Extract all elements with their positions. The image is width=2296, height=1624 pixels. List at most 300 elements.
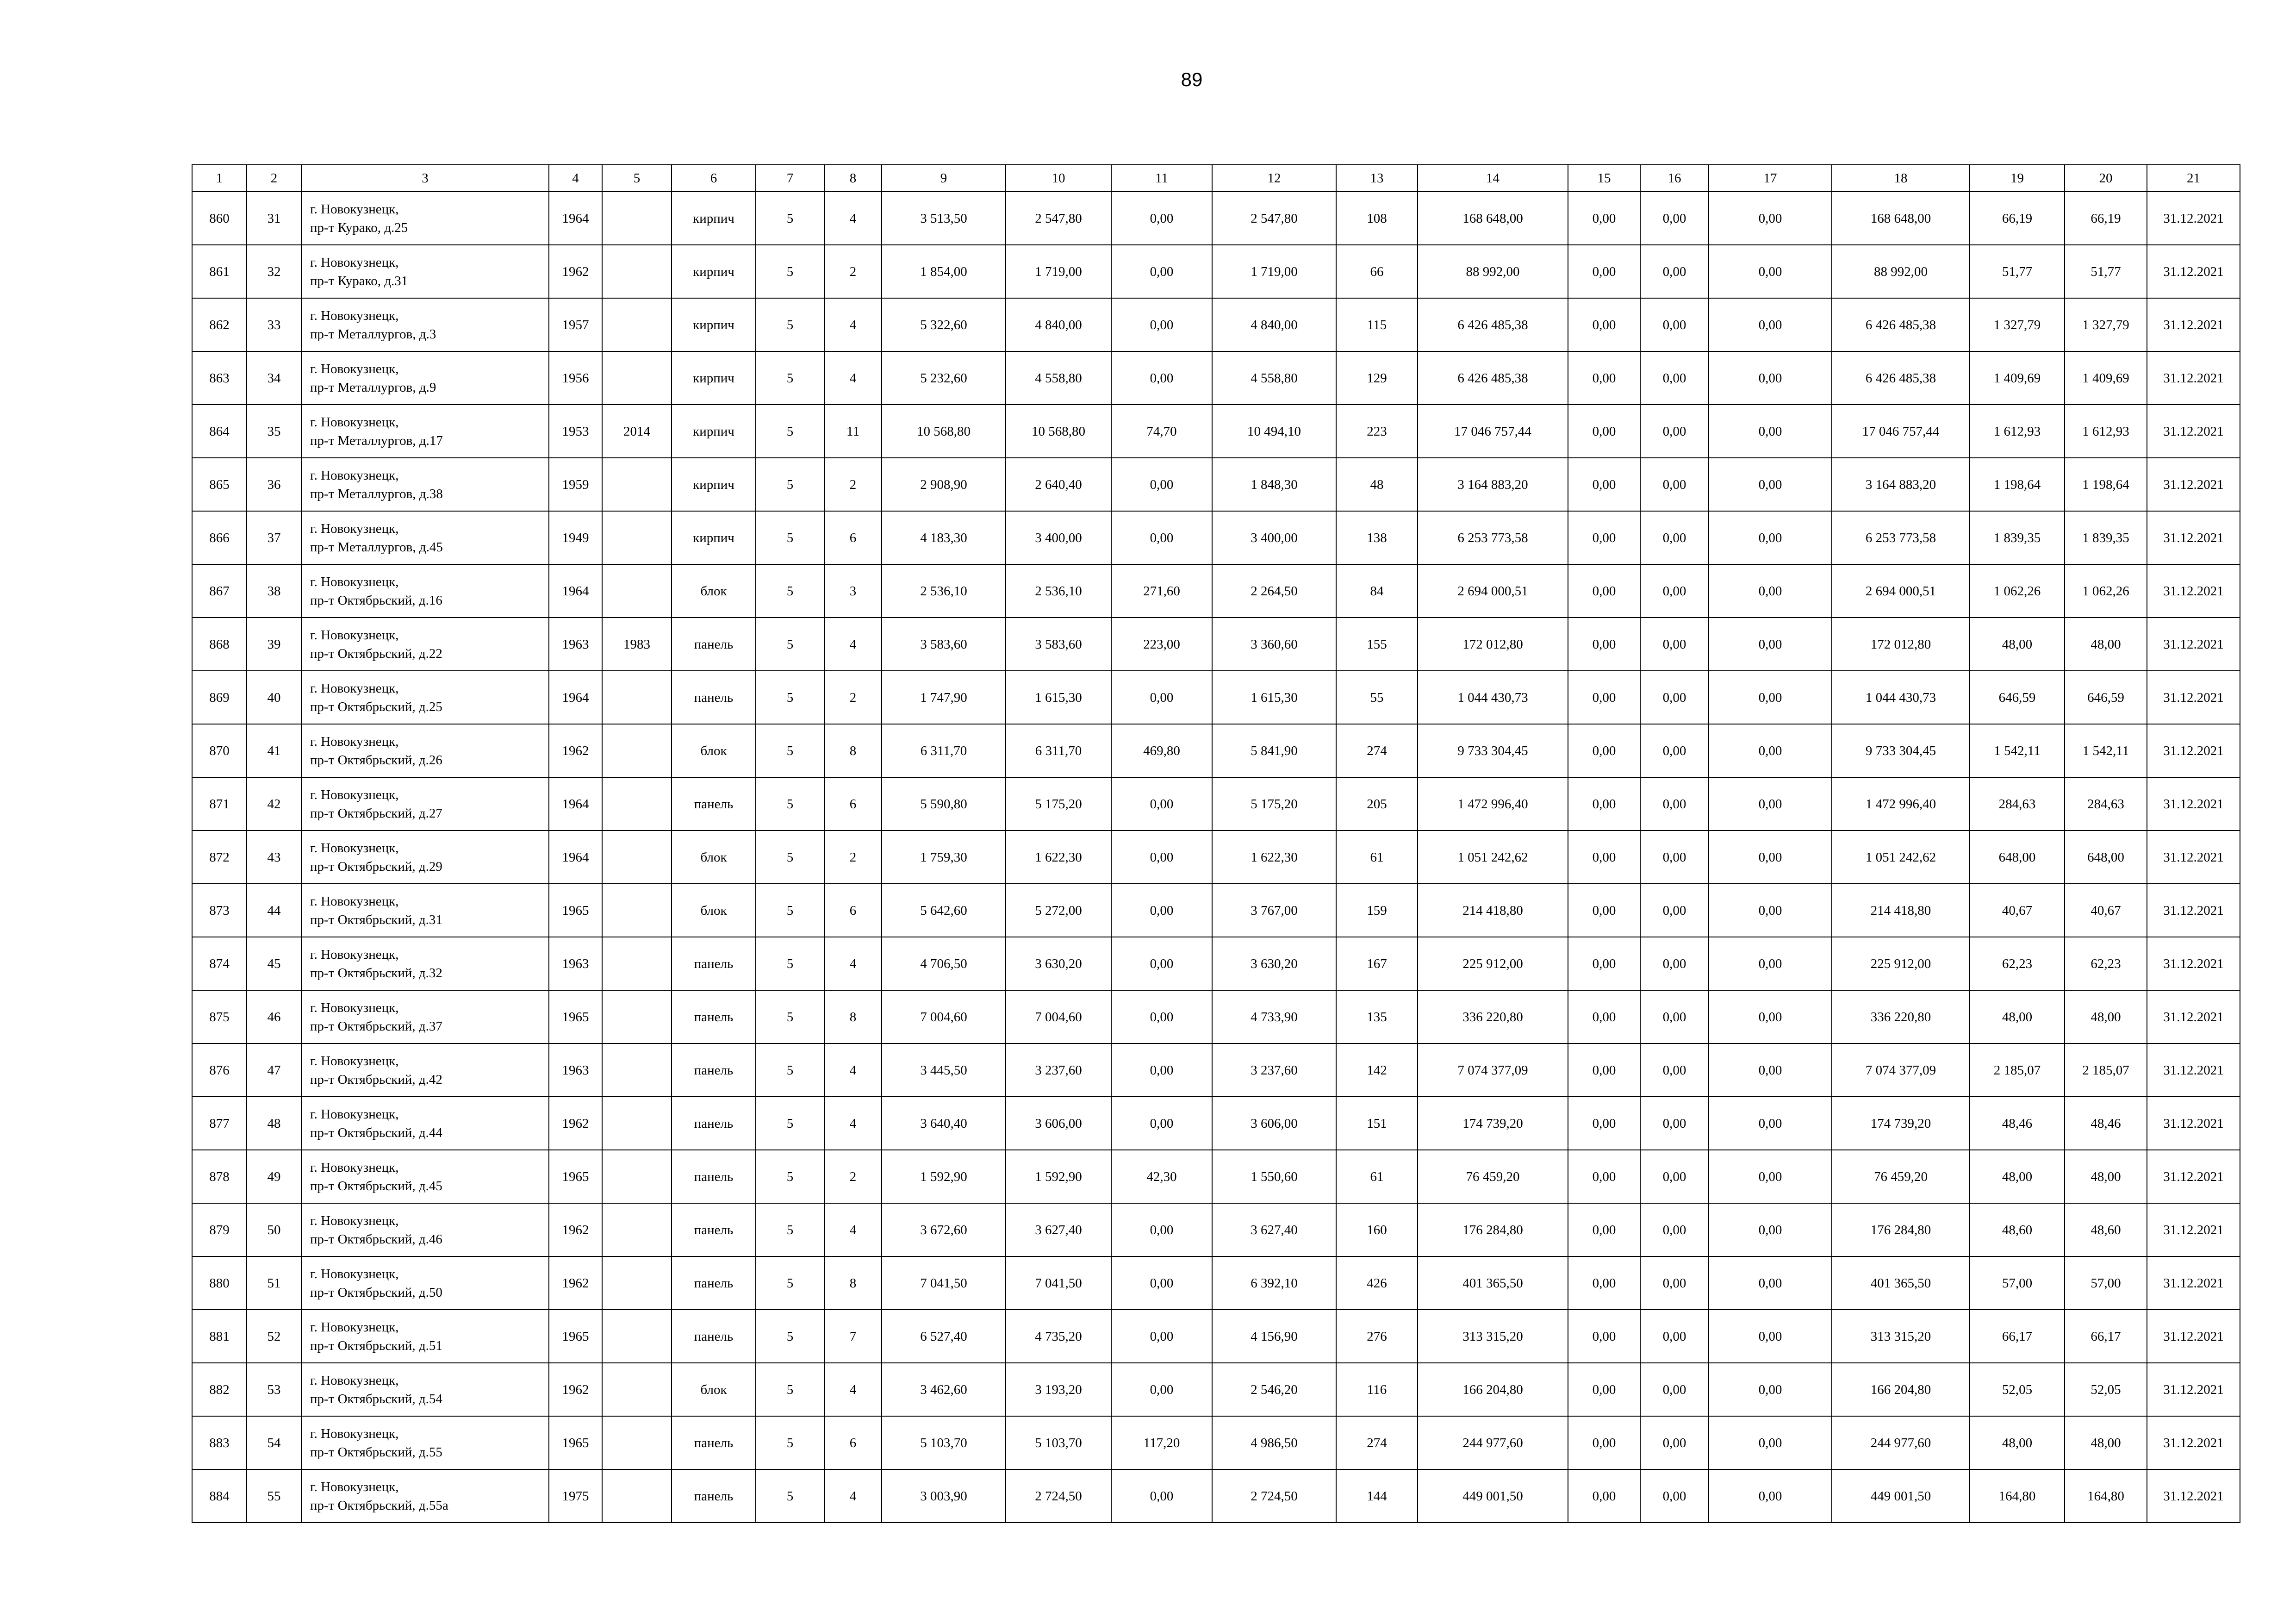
cell-col-12: 4 840,00: [1212, 298, 1336, 351]
cell-col-16: 0,00: [1640, 1150, 1709, 1203]
cell-col-10: 5 272,00: [1006, 884, 1111, 937]
cell-col-8: 4: [824, 1043, 882, 1097]
table-row: [192, 831, 2240, 884]
cell-col-12: 4 733,90: [1212, 990, 1336, 1043]
cell-col-16: 0,00: [1640, 298, 1709, 351]
cell-col-6: блок: [672, 564, 756, 618]
cell-col-20: 646,59: [2065, 671, 2147, 724]
column-header-18: 18: [1832, 165, 1970, 192]
cell-col-17: 0,00: [1709, 245, 1832, 298]
cell-col-4: 1965: [549, 1416, 602, 1469]
cell-col-4: 1962: [549, 1203, 602, 1256]
cell-col-15: 0,00: [1568, 511, 1640, 564]
cell-col-15: 0,00: [1568, 1150, 1640, 1203]
address-city: г. Новокузнецк,: [310, 734, 399, 749]
address-city: г. Новокузнецк,: [310, 255, 399, 270]
cell-col-9: 1 759,30: [882, 831, 1006, 884]
address-cell: [301, 458, 549, 511]
cell-col-1: 863: [192, 351, 247, 405]
cell-col-1: 872: [192, 831, 247, 884]
cell-col-12: 5 841,90: [1212, 724, 1336, 777]
cell-col-11: 223,00: [1111, 618, 1212, 671]
cell-col-11: 117,20: [1111, 1416, 1212, 1469]
table-row: [192, 1363, 2240, 1416]
cell-col-21: 31.12.2021: [2147, 245, 2240, 298]
cell-col-21: 31.12.2021: [2147, 724, 2240, 777]
cell-col-21: 31.12.2021: [2147, 1150, 2240, 1203]
cell-col-13: 167: [1336, 937, 1418, 990]
cell-col-20: 66,19: [2065, 192, 2147, 245]
cell-col-21: 31.12.2021: [2147, 1416, 2240, 1469]
cell-col-8: 4: [824, 1203, 882, 1256]
cell-col-1: 884: [192, 1469, 247, 1523]
cell-col-11: 0,00: [1111, 458, 1212, 511]
table-row: [192, 1203, 2240, 1256]
cell-col-6: кирпич: [672, 245, 756, 298]
cell-col-17: 0,00: [1709, 564, 1832, 618]
cell-col-13: 144: [1336, 1469, 1418, 1523]
address-street: пр-т Октябрьский, д.54: [310, 1391, 442, 1406]
address-cell: [301, 1469, 549, 1523]
column-header-15: 15: [1568, 165, 1640, 192]
cell-col-12: 1 615,30: [1212, 671, 1336, 724]
cell-col-17: 0,00: [1709, 351, 1832, 405]
cell-col-19: 52,05: [1970, 1363, 2065, 1416]
cell-col-20: 1 839,35: [2065, 511, 2147, 564]
cell-col-17: 0,00: [1709, 405, 1832, 458]
table-body: [192, 192, 2240, 1523]
cell-col-12: 3 630,20: [1212, 937, 1336, 990]
cell-col-12: 2 547,80: [1212, 192, 1336, 245]
cell-col-17: 0,00: [1709, 884, 1832, 937]
cell-col-20: 52,05: [2065, 1363, 2147, 1416]
cell-col-13: 138: [1336, 511, 1418, 564]
cell-col-1: 870: [192, 724, 247, 777]
cell-col-6: кирпич: [672, 405, 756, 458]
address-city: г. Новокузнецк,: [310, 361, 399, 376]
cell-col-13: 274: [1336, 1416, 1418, 1469]
cell-col-12: 10 494,10: [1212, 405, 1336, 458]
cell-col-14: 3 164 883,20: [1418, 458, 1568, 511]
address-city: г. Новокузнецк,: [310, 1000, 399, 1015]
cell-col-4: 1949: [549, 511, 602, 564]
cell-col-2: 41: [247, 724, 301, 777]
cell-col-6: кирпич: [672, 511, 756, 564]
cell-col-9: 4 183,30: [882, 511, 1006, 564]
cell-col-21: 31.12.2021: [2147, 990, 2240, 1043]
cell-col-4: 1964: [549, 831, 602, 884]
cell-col-21: 31.12.2021: [2147, 1097, 2240, 1150]
address-city: г. Новокузнецк,: [310, 1373, 399, 1388]
cell-col-16: 0,00: [1640, 1469, 1709, 1523]
cell-col-9: 3 513,50: [882, 192, 1006, 245]
cell-col-17: 0,00: [1709, 1097, 1832, 1150]
cell-col-2: 53: [247, 1363, 301, 1416]
cell-col-18: 88 992,00: [1832, 245, 1970, 298]
cell-col-9: 1 592,90: [882, 1150, 1006, 1203]
cell-col-6: панель: [672, 618, 756, 671]
cell-col-1: 871: [192, 777, 247, 831]
cell-col-7: 5: [756, 1310, 824, 1363]
cell-col-19: 66,19: [1970, 192, 2065, 245]
column-header-8: 8: [824, 165, 882, 192]
cell-col-21: 31.12.2021: [2147, 458, 2240, 511]
cell-col-2: 40: [247, 671, 301, 724]
cell-col-20: 1 542,11: [2065, 724, 2147, 777]
cell-col-16: 0,00: [1640, 990, 1709, 1043]
cell-col-12: 2 546,20: [1212, 1363, 1336, 1416]
cell-col-11: 0,00: [1111, 511, 1212, 564]
cell-col-16: 0,00: [1640, 458, 1709, 511]
address-city: г. Новокузнецк,: [310, 201, 399, 217]
cell-col-6: панель: [672, 1150, 756, 1203]
cell-col-14: 225 912,00: [1418, 937, 1568, 990]
column-header-14: 14: [1418, 165, 1568, 192]
cell-col-10: 2 536,10: [1006, 564, 1111, 618]
address-cell: [301, 298, 549, 351]
cell-col-12: 1 719,00: [1212, 245, 1336, 298]
table-row: [192, 937, 2240, 990]
cell-col-12: 1 622,30: [1212, 831, 1336, 884]
cell-col-21: 31.12.2021: [2147, 1310, 2240, 1363]
cell-col-2: 46: [247, 990, 301, 1043]
cell-col-19: 1 198,64: [1970, 458, 2065, 511]
address-cell: [301, 831, 549, 884]
cell-col-15: 0,00: [1568, 831, 1640, 884]
cell-col-16: 0,00: [1640, 351, 1709, 405]
cell-col-11: 0,00: [1111, 831, 1212, 884]
cell-col-4: 1962: [549, 724, 602, 777]
cell-col-20: 1 198,64: [2065, 458, 2147, 511]
cell-col-12: 3 360,60: [1212, 618, 1336, 671]
cell-col-5: [602, 1097, 672, 1150]
cell-col-18: 17 046 757,44: [1832, 405, 1970, 458]
cell-col-13: 116: [1336, 1363, 1418, 1416]
cell-col-20: 164,80: [2065, 1469, 2147, 1523]
cell-col-18: 244 977,60: [1832, 1416, 1970, 1469]
cell-col-16: 0,00: [1640, 1416, 1709, 1469]
cell-col-15: 0,00: [1568, 671, 1640, 724]
cell-col-16: 0,00: [1640, 405, 1709, 458]
address-cell: [301, 192, 549, 245]
cell-col-16: 0,00: [1640, 564, 1709, 618]
cell-col-13: 84: [1336, 564, 1418, 618]
cell-col-6: блок: [672, 884, 756, 937]
cell-col-2: 37: [247, 511, 301, 564]
cell-col-21: 31.12.2021: [2147, 831, 2240, 884]
address-cell: [301, 777, 549, 831]
address-cell: [301, 511, 549, 564]
page-number: 89: [1181, 69, 1203, 90]
cell-col-5: [602, 245, 672, 298]
address-cell: [301, 1097, 549, 1150]
address-cell: [301, 564, 549, 618]
cell-col-2: 39: [247, 618, 301, 671]
cell-col-1: 883: [192, 1416, 247, 1469]
cell-col-5: [602, 724, 672, 777]
cell-col-20: 1 612,93: [2065, 405, 2147, 458]
cell-col-2: 33: [247, 298, 301, 351]
cell-col-18: 176 284,80: [1832, 1203, 1970, 1256]
table-row: [192, 990, 2240, 1043]
cell-col-1: 867: [192, 564, 247, 618]
cell-col-6: кирпич: [672, 298, 756, 351]
cell-col-9: 2 908,90: [882, 458, 1006, 511]
cell-col-5: [602, 1469, 672, 1523]
cell-col-10: 2 640,40: [1006, 458, 1111, 511]
cell-col-15: 0,00: [1568, 1097, 1640, 1150]
cell-col-15: 0,00: [1568, 990, 1640, 1043]
cell-col-10: 3 400,00: [1006, 511, 1111, 564]
address-street: пр-т Октябрьский, д.27: [310, 806, 442, 821]
cell-col-20: 48,00: [2065, 1416, 2147, 1469]
cell-col-17: 0,00: [1709, 1416, 1832, 1469]
cell-col-14: 166 204,80: [1418, 1363, 1568, 1416]
cell-col-15: 0,00: [1568, 1043, 1640, 1097]
cell-col-16: 0,00: [1640, 671, 1709, 724]
cell-col-2: 54: [247, 1416, 301, 1469]
cell-col-4: 1962: [549, 245, 602, 298]
cell-col-11: 0,00: [1111, 937, 1212, 990]
cell-col-8: 2: [824, 1150, 882, 1203]
cell-col-1: 866: [192, 511, 247, 564]
cell-col-1: 868: [192, 618, 247, 671]
cell-col-16: 0,00: [1640, 884, 1709, 937]
cell-col-5: [602, 990, 672, 1043]
cell-col-10: 1 719,00: [1006, 245, 1111, 298]
address-street: пр-т Октябрьский, д.55: [310, 1444, 442, 1460]
cell-col-15: 0,00: [1568, 1310, 1640, 1363]
cell-col-13: 276: [1336, 1310, 1418, 1363]
cell-col-21: 31.12.2021: [2147, 1203, 2240, 1256]
address-street: пр-т Металлургов, д.45: [310, 539, 443, 555]
cell-col-11: 74,70: [1111, 405, 1212, 458]
table-row: [192, 777, 2240, 831]
cell-col-2: 42: [247, 777, 301, 831]
cell-col-8: 8: [824, 1256, 882, 1310]
cell-col-20: 284,63: [2065, 777, 2147, 831]
table-row: [192, 405, 2240, 458]
cell-col-18: 214 418,80: [1832, 884, 1970, 937]
address-street: пр-т Курако, д.25: [310, 220, 408, 235]
cell-col-6: панель: [672, 1416, 756, 1469]
address-street: пр-т Октябрьский, д.31: [310, 912, 442, 927]
cell-col-17: 0,00: [1709, 937, 1832, 990]
cell-col-9: 3 640,40: [882, 1097, 1006, 1150]
column-header-13: 13: [1336, 165, 1418, 192]
cell-col-21: 31.12.2021: [2147, 1469, 2240, 1523]
cell-col-7: 5: [756, 884, 824, 937]
cell-col-14: 6 426 485,38: [1418, 351, 1568, 405]
table-row: [192, 618, 2240, 671]
cell-col-7: 5: [756, 1097, 824, 1150]
cell-col-8: 6: [824, 511, 882, 564]
cell-col-8: 4: [824, 1469, 882, 1523]
cell-col-18: 6 426 485,38: [1832, 351, 1970, 405]
cell-col-19: 1 409,69: [1970, 351, 2065, 405]
cell-col-2: 31: [247, 192, 301, 245]
cell-col-14: 449 001,50: [1418, 1469, 1568, 1523]
address-city: г. Новокузнецк,: [310, 414, 399, 430]
cell-col-7: 5: [756, 1203, 824, 1256]
cell-col-8: 4: [824, 1097, 882, 1150]
cell-col-15: 0,00: [1568, 1416, 1640, 1469]
cell-col-6: панель: [672, 937, 756, 990]
cell-col-4: 1962: [549, 1097, 602, 1150]
cell-col-19: 48,00: [1970, 1150, 2065, 1203]
cell-col-19: 284,63: [1970, 777, 2065, 831]
cell-col-11: 0,00: [1111, 671, 1212, 724]
cell-col-19: 648,00: [1970, 831, 2065, 884]
cell-col-20: 57,00: [2065, 1256, 2147, 1310]
cell-col-10: 1 592,90: [1006, 1150, 1111, 1203]
column-header-21: 21: [2147, 165, 2240, 192]
cell-col-9: 1 747,90: [882, 671, 1006, 724]
cell-col-7: 5: [756, 990, 824, 1043]
cell-col-9: 7 004,60: [882, 990, 1006, 1043]
address-city: г. Новокузнецк,: [310, 947, 399, 962]
cell-col-13: 151: [1336, 1097, 1418, 1150]
cell-col-19: 48,00: [1970, 1416, 2065, 1469]
address-city: г. Новокузнецк,: [310, 893, 399, 909]
cell-col-13: 274: [1336, 724, 1418, 777]
cell-col-4: 1964: [549, 671, 602, 724]
column-header-5: 5: [602, 165, 672, 192]
cell-col-2: 35: [247, 405, 301, 458]
cell-col-7: 5: [756, 1416, 824, 1469]
cell-col-6: блок: [672, 831, 756, 884]
cell-col-12: 1 848,30: [1212, 458, 1336, 511]
cell-col-19: 1 542,11: [1970, 724, 2065, 777]
cell-col-21: 31.12.2021: [2147, 405, 2240, 458]
cell-col-20: 1 062,26: [2065, 564, 2147, 618]
cell-col-18: 225 912,00: [1832, 937, 1970, 990]
cell-col-7: 5: [756, 1256, 824, 1310]
address-street: пр-т Октябрьский, д.42: [310, 1072, 442, 1087]
cell-col-12: 3 400,00: [1212, 511, 1336, 564]
cell-col-17: 0,00: [1709, 1203, 1832, 1256]
address-city: г. Новокузнецк,: [310, 1213, 399, 1228]
cell-col-13: 115: [1336, 298, 1418, 351]
address-cell: [301, 884, 549, 937]
cell-col-17: 0,00: [1709, 298, 1832, 351]
table-row: [192, 1416, 2240, 1469]
cell-col-6: кирпич: [672, 458, 756, 511]
cell-col-11: 0,00: [1111, 351, 1212, 405]
cell-col-10: 4 840,00: [1006, 298, 1111, 351]
cell-col-1: 880: [192, 1256, 247, 1310]
cell-col-19: 1 612,93: [1970, 405, 2065, 458]
cell-col-14: 88 992,00: [1418, 245, 1568, 298]
address-cell: [301, 724, 549, 777]
cell-col-1: 869: [192, 671, 247, 724]
cell-col-7: 5: [756, 405, 824, 458]
cell-col-19: 66,17: [1970, 1310, 2065, 1363]
cell-col-11: 0,00: [1111, 1363, 1212, 1416]
cell-col-16: 0,00: [1640, 1310, 1709, 1363]
cell-col-15: 0,00: [1568, 937, 1640, 990]
cell-col-17: 0,00: [1709, 1256, 1832, 1310]
cell-col-5: 1983: [602, 618, 672, 671]
cell-col-10: 2 724,50: [1006, 1469, 1111, 1523]
cell-col-16: 0,00: [1640, 1256, 1709, 1310]
cell-col-4: 1962: [549, 1256, 602, 1310]
cell-col-16: 0,00: [1640, 1097, 1709, 1150]
cell-col-20: 40,67: [2065, 884, 2147, 937]
cell-col-21: 31.12.2021: [2147, 1043, 2240, 1097]
cell-col-9: 6 311,70: [882, 724, 1006, 777]
cell-col-10: 6 311,70: [1006, 724, 1111, 777]
cell-col-13: 135: [1336, 990, 1418, 1043]
cell-col-6: панель: [672, 1310, 756, 1363]
address-street: пр-т Октябрьский, д.29: [310, 859, 442, 874]
cell-col-11: 271,60: [1111, 564, 1212, 618]
cell-col-10: 4 558,80: [1006, 351, 1111, 405]
cell-col-4: 1959: [549, 458, 602, 511]
cell-col-14: 6 253 773,58: [1418, 511, 1568, 564]
cell-col-14: 244 977,60: [1418, 1416, 1568, 1469]
cell-col-9: 3 462,60: [882, 1363, 1006, 1416]
address-cell: [301, 1310, 549, 1363]
cell-col-12: 3 606,00: [1212, 1097, 1336, 1150]
cell-col-16: 0,00: [1640, 1043, 1709, 1097]
cell-col-11: 0,00: [1111, 1043, 1212, 1097]
cell-col-4: 1975: [549, 1469, 602, 1523]
cell-col-19: 646,59: [1970, 671, 2065, 724]
cell-col-17: 0,00: [1709, 192, 1832, 245]
cell-col-1: 861: [192, 245, 247, 298]
cell-col-13: 223: [1336, 405, 1418, 458]
address-city: г. Новокузнецк,: [310, 308, 399, 323]
table-row: [192, 884, 2240, 937]
cell-col-10: 3 583,60: [1006, 618, 1111, 671]
cell-col-1: 879: [192, 1203, 247, 1256]
column-header-12: 12: [1212, 165, 1336, 192]
table-row: [192, 458, 2240, 511]
cell-col-10: 3 237,60: [1006, 1043, 1111, 1097]
cell-col-7: 5: [756, 618, 824, 671]
cell-col-20: 48,00: [2065, 618, 2147, 671]
cell-col-18: 174 739,20: [1832, 1097, 1970, 1150]
cell-col-12: 4 156,90: [1212, 1310, 1336, 1363]
cell-col-19: 1 327,79: [1970, 298, 2065, 351]
address-city: г. Новокузнецк,: [310, 1426, 399, 1441]
cell-col-2: 36: [247, 458, 301, 511]
cell-col-5: [602, 884, 672, 937]
table-row: [192, 1469, 2240, 1523]
cell-col-14: 17 046 757,44: [1418, 405, 1568, 458]
cell-col-6: панель: [672, 1469, 756, 1523]
address-street: пр-т Металлургов, д.3: [310, 326, 436, 342]
cell-col-9: 7 041,50: [882, 1256, 1006, 1310]
cell-col-13: 426: [1336, 1256, 1418, 1310]
address-cell: [301, 1416, 549, 1469]
cell-col-2: 32: [247, 245, 301, 298]
cell-col-9: 3 445,50: [882, 1043, 1006, 1097]
cell-col-15: 0,00: [1568, 458, 1640, 511]
cell-col-1: 865: [192, 458, 247, 511]
cell-col-21: 31.12.2021: [2147, 351, 2240, 405]
address-cell: [301, 405, 549, 458]
cell-col-4: 1964: [549, 777, 602, 831]
column-header-16: 16: [1640, 165, 1709, 192]
column-header-20: 20: [2065, 165, 2147, 192]
cell-col-20: 2 185,07: [2065, 1043, 2147, 1097]
cell-col-20: 48,60: [2065, 1203, 2147, 1256]
cell-col-17: 0,00: [1709, 777, 1832, 831]
cell-col-10: 7 004,60: [1006, 990, 1111, 1043]
cell-col-18: 166 204,80: [1832, 1363, 1970, 1416]
